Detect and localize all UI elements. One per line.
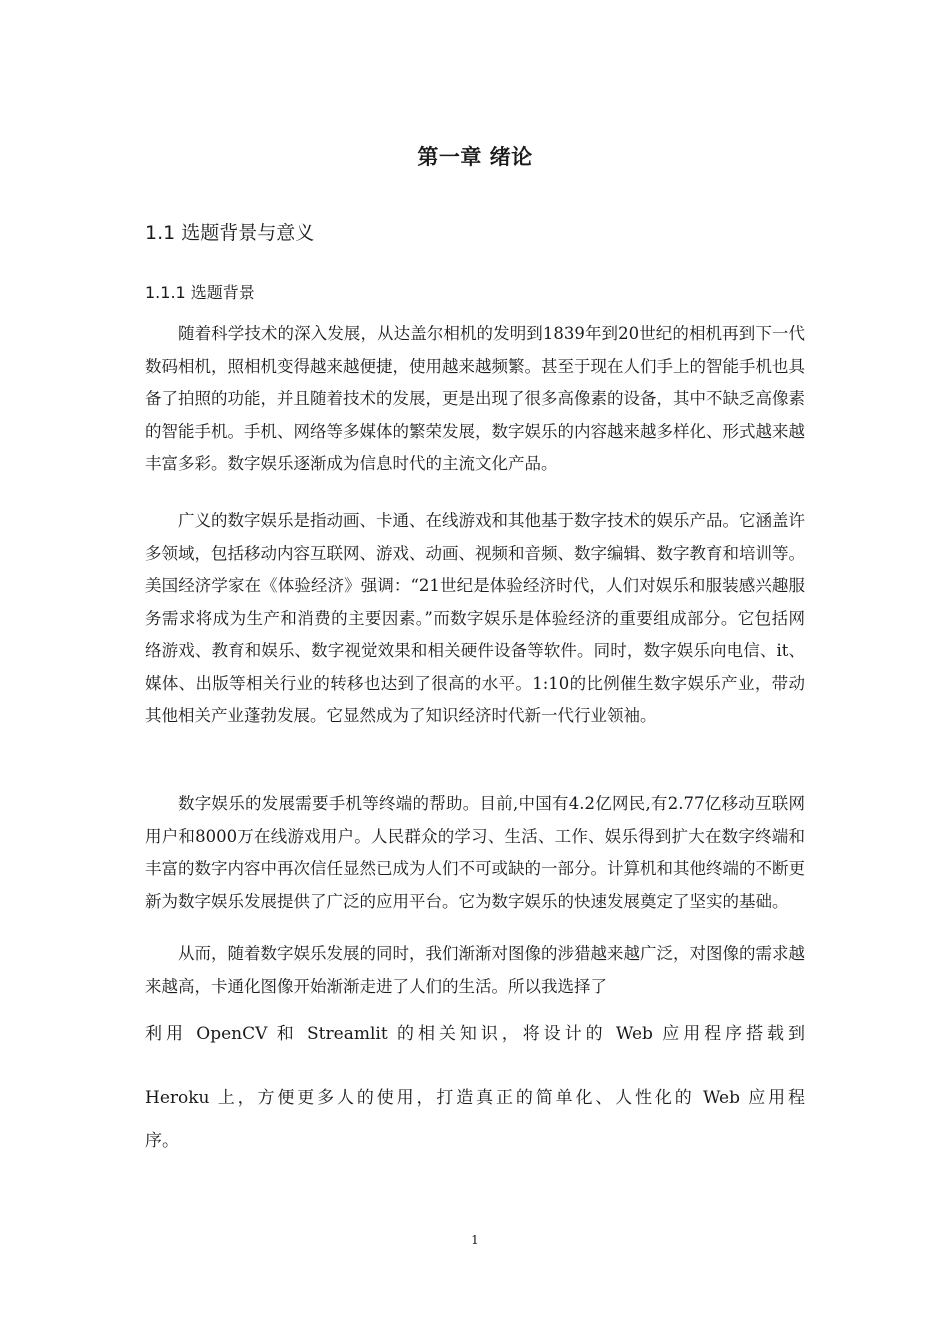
chapter-title: 第一章 绪论 bbox=[417, 145, 533, 169]
body-paragraph-2: 广义的数字娱乐是指动画、卡通、在线游戏和其他基于数字技术的娱乐产品。它涵盖许多领域，包括移动内容互联网、游戏、动画、视频和音频、数字编辑、数字教育和培训等。美国经济学家在《体验经济》强调：“21世纪是体验经济时代，人们对娱乐和服装感兴趣服务需求将成为生产和消费的主要因素。”而数字娱乐是体验经济的重要组成部分。它包括网络游戏、教育和娱乐、数字视觉效果和相关硬件设备等软件。同时，数字娱乐向电信、it、媒体、出版等相关行业的转移也达到了很高的水平。1:10的比例催生数字娱乐产业，带动其他相关产业蓬勃发展。它显然成为了知识经济时代新一代行业领袖。 bbox=[145, 511, 805, 725]
body-paragraph-4-line-4: Heroku 上，方便更多人的使用，打造真正的简单化、人性化的 Web 应用程 bbox=[145, 1088, 805, 1108]
body-paragraph-3: 数字娱乐的发展需要手机等终端的帮助。目前,中国有4.2亿网民,有2.77亿移动互联网用户和8000万在线游戏用户。人民群众的学习、生活、工作、娱乐得到扩大在数字终端和丰富的数字内容中再次信任显然已成为人们不可或缺的一部分。计算机和其他终端的不断更新为数字娱乐发展提供了广泛的应用平台。它为数字娱乐的快速发展奠定了坚实的基础。 bbox=[145, 794, 805, 911]
section-title: 1.1 选题背景与意义 bbox=[145, 222, 315, 244]
body-paragraph-1: 随着科学技术的深入发展，从达盖尔相机的发明到1839年到20世纪的相机再到下一代数码相机，照相机变得越来越便捷，使用越来越频繁。甚至于现在人们手上的智能手机也具备了拍照的功能，并且随着技术的发展，更是出现了很多高像素的设备，其中不缺乏高像素的智能手机。手机、网络等多媒体的繁荣发展，数字娱乐的内容越来越多样化、形式越来越丰富多彩。数字娱乐逐渐成为信息时代的主流文化产品。 bbox=[145, 324, 805, 473]
subsection-title: 1.1.1 选题背景 bbox=[145, 283, 255, 302]
body-paragraph-4-line-5: 序。 bbox=[145, 1131, 179, 1151]
body-paragraph-4-line-3: 利用 OpenCV 和 Streamlit 的相关知识，将设计的 Web 应用程序搭载到 bbox=[145, 1024, 805, 1044]
page-number: 1 bbox=[471, 1233, 479, 1247]
body-paragraph-4: 从而，随着数字娱乐发展的同时，我们渐渐对图像的涉猎越来越广泛，对图像的需求越来越高，卡通化图像开始渐渐走进了人们的生活。所以我选择了 bbox=[145, 944, 805, 996]
